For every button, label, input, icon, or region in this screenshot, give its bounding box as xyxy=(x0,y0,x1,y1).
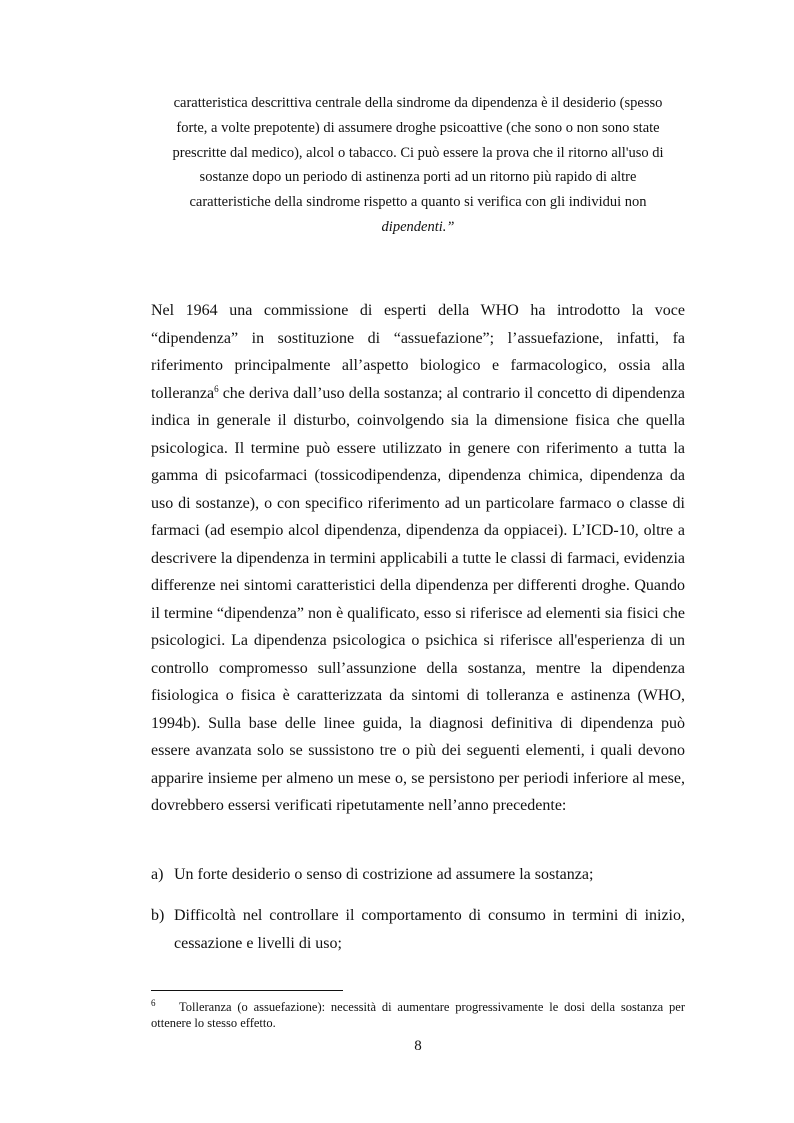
paragraph-text xyxy=(151,297,685,820)
footnote-number: 6 xyxy=(151,998,156,1008)
list-marker: b) xyxy=(151,907,165,924)
quote-line: forte, a volte prepotente) di assumere droghe psicoattive (che sono o non sono state xyxy=(176,119,660,136)
quote-line: caratteristica descrittiva centrale della sindrome da dipendenza è il desiderio (spesso xyxy=(173,95,663,111)
paragraph-text-part: Nel 1964 una commissione di esperti della WHO ha introdotto la voce “dipendenza” in sostituzione di “assuefazione”; l’assuefazione, infatti, fa riferimento principalmente all’aspetto biologico e farmacologico, ossia alla tolleranza xyxy=(151,302,685,402)
list-item-b xyxy=(151,902,685,957)
list-item-a xyxy=(151,861,685,889)
footnote-reference: 6 xyxy=(214,383,219,394)
block-quote xyxy=(150,91,686,240)
list-item-text: Un forte desiderio o senso di costrizione ad assumere la sostanza; xyxy=(174,866,594,883)
quote-line: dipendenti.” xyxy=(381,218,455,235)
quote-line: prescritte dal medico), alcol o tabacco. Ci può essere la prova che il ritorno all'uso di xyxy=(172,144,664,161)
footnote xyxy=(151,995,685,1031)
footnote-text: Tolleranza (o assuefazione): necessità di aumentare progressivamente le dosi della sostanza per ottenere lo stesso effetto. xyxy=(151,1000,685,1030)
footnote-divider xyxy=(151,990,343,991)
quote-line: caratteristiche della sindrome rispetto a quanto si verifica con gli individui non xyxy=(189,194,647,211)
paragraph-text-part: che deriva dall’uso della sostanza; al contrario il concetto di dipendenza indica in generale il disturbo, coinvolgendo sia la dimensione fisica che quella psicologica. Il termine può essere utilizzato in genere con riferimento a tutta la gamma di psicofarmaci (tossicodipendenza, dipendenza chimica, dipendenza da uso di sostanze), o con specifico riferimento ad un particolare farmaco o classe di farmaci (ad esempio alcol dipendenza, dipendenza da oppiacei). L’ICD-10, oltre a descrivere la dipendenza in termini applicabili a tutte le classi di farmaci, evidenzia differenze nei sintomi caratteristici della dipendenza per differenti droghe. Quando il termine “dipendenza” non è qualificato, esso si riferisce ad elementi sia fisici che psicologici. La dipendenza psicologica o psichica si riferisce all'esperienza di un controllo compromesso sull’assunzione della sostanza, mentre la dipendenza fisiologica o fisica è caratterizzata da sintomi di tolleranza e astinenza (WHO, 1994b). Sulla base delle linee guida, la diagnosi definitiva di dipendenza può essere avanzata solo se sussistono tre o più dei seguenti elementi, i quali devono apparire insieme per almeno un mese o, se persistono per periodi inferiore al mese, dovrebbero essersi verificati ripetutamente nell’anno precedente: xyxy=(151,384,685,814)
body-paragraph xyxy=(151,297,685,820)
quote-line: sostanze dopo un periodo di astinenza porti ad un ritorno più rapido di altre xyxy=(199,169,637,186)
page-number: 8 xyxy=(414,1038,422,1054)
list-item-text: Difficoltà nel controllare il comportamento di consumo in termini di inizio, cessazione e livelli di uso; xyxy=(174,907,685,952)
list-marker: a) xyxy=(151,866,164,883)
